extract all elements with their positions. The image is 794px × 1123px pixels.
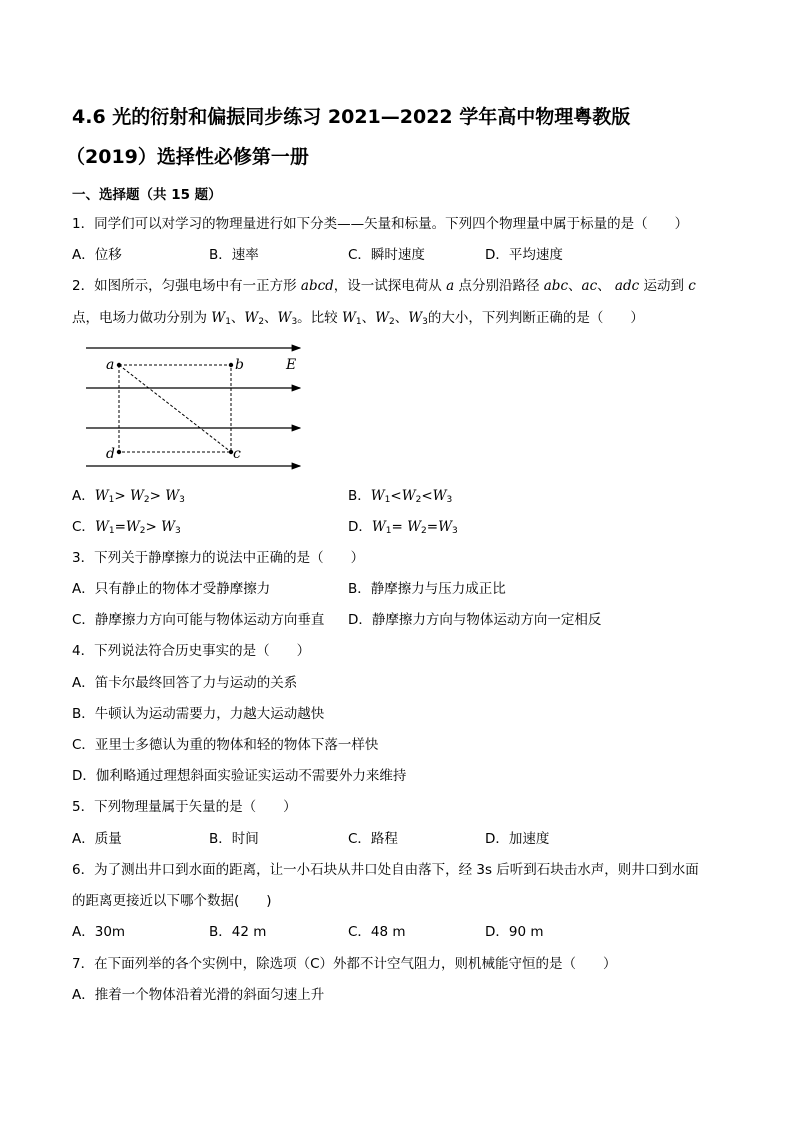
q3-option-b: B．静摩擦力与压力成正比	[348, 581, 506, 597]
q5-option-c: C．路程	[348, 831, 398, 847]
q6-stem-line1: 6．为了测出井口到水面的距离，让一小石块从井口处自由落下，经 3s 后听到石块击水声，则井口到水面	[72, 862, 699, 878]
q5-option-a: A．质量	[72, 831, 122, 847]
q2-stem-line2: 点，电场力做功分别为 $W_1$、$W_2$、$W_3$。比较 $W_1$、$W_2$、$W_3$的大小，下列判断正确的是（ ）	[72, 310, 644, 327]
diagonal-ac	[119, 365, 231, 452]
q2-option-b: B．$W_1<W_2<W_3$	[348, 488, 453, 505]
point-b	[229, 363, 233, 367]
label-c: c	[233, 446, 241, 462]
q5-option-d: D．加速度	[485, 831, 550, 847]
q6-option-b: B．42 m	[209, 924, 267, 940]
q3-option-c: C．静摩擦力方向可能与物体运动方向垂直	[72, 612, 325, 628]
q6-option-c: C．48 m	[348, 924, 406, 940]
q2-option-c: C．$W_1=W_2> W_3$	[72, 519, 181, 536]
q2-stem-line1: 2．如图所示，匀强电场中有一正方形 abcd，设一试探电荷从 a 点分别沿路径 abc、ac、 adc 运动到 c	[72, 278, 696, 294]
label-b: b	[235, 357, 244, 373]
q3-option-a: A．只有静止的物体才受静摩擦力	[72, 581, 271, 597]
q2-option-a: A．$W_1> W_2> W_3$	[72, 488, 185, 505]
q3-option-d: D．静摩擦力方向与物体运动方向一定相反	[348, 612, 602, 628]
q2-option-d: D．$W_1= W_2=W_3$	[348, 519, 458, 536]
q4-option-d: D．伽利略通过理想斜面实验证实运动不需要外力来维持	[72, 768, 407, 784]
q3-stem: 3．下列关于静摩擦力的说法中正确的是（ ）	[72, 550, 365, 566]
q4-option-b: B．牛顿认为运动需要力，力越大运动越快	[72, 706, 325, 722]
q7-option-a: A．推着一个物体沿着光滑的斜面匀速上升	[72, 987, 325, 1003]
q4-stem: 4．下列说法符合历史事实的是（ ）	[72, 643, 311, 659]
q4-option-c: C．亚里士多德认为重的物体和轻的物体下落一样快	[72, 737, 379, 753]
electric-field-diagram	[80, 340, 308, 475]
label-d: d	[106, 446, 115, 462]
section-heading: 一、选择题（共 15 题）	[72, 187, 222, 203]
label-a: a	[106, 357, 115, 373]
point-d	[117, 450, 121, 454]
q1-option-b: B．速率	[209, 247, 259, 263]
label-E: E	[286, 357, 297, 373]
q6-stem-line2: 的距离更接近以下哪个数据( )	[72, 893, 272, 909]
page-title-line1: 4.6 光的衍射和偏振同步练习 2021—2022 学年高中物理粤教版	[72, 106, 631, 128]
q7-stem: 7．在下面列举的各个实例中，除选项（C）外都不计空气阻力，则机械能守恒的是（ ）	[72, 956, 617, 972]
q4-option-a: A．笛卡尔最终回答了力与运动的关系	[72, 675, 298, 691]
q1-option-a: A．位移	[72, 247, 122, 263]
q1-option-d: D．平均速度	[485, 247, 563, 263]
q6-option-d: D．90 m	[485, 924, 544, 940]
q5-stem: 5．下列物理量属于矢量的是（ ）	[72, 799, 297, 815]
q6-option-a: A．30m	[72, 924, 126, 940]
page-title-line2: （2019）选择性必修第一册	[66, 146, 309, 168]
q1-stem: 1．同学们可以对学习的物理量进行如下分类——矢量和标量。下列四个物理量中属于标量的是（ ）	[72, 216, 689, 232]
point-a	[117, 363, 121, 367]
q1-option-c: C．瞬时速度	[348, 247, 425, 263]
q5-option-b: B．时间	[209, 831, 259, 847]
